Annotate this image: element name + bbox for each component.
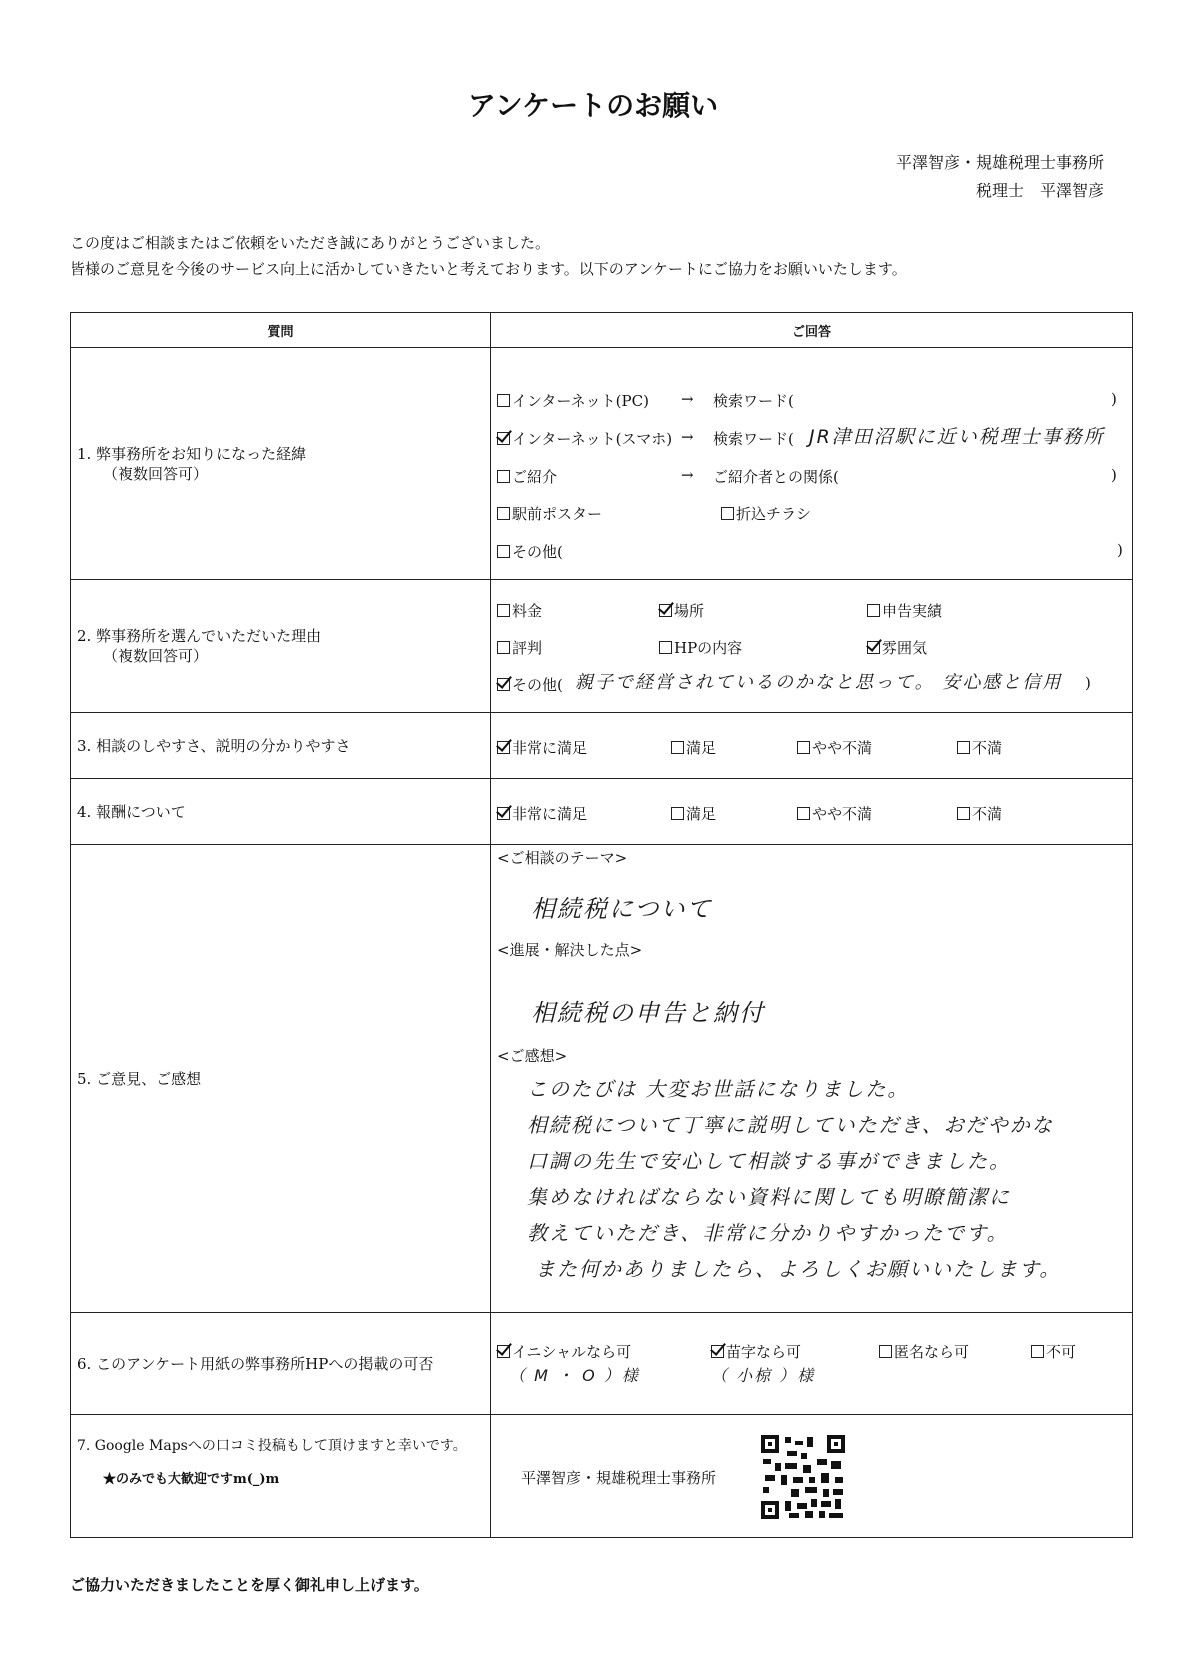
answer-3 [491,713,1133,779]
checkbox-checked-icon[interactable] [497,1345,510,1358]
option-dissatisfied[interactable]: 不満 [957,737,1002,758]
handwritten-theme: 相続税について [531,895,713,923]
checkbox-checked-icon[interactable] [711,1345,724,1358]
answer-4 [491,779,1133,845]
option-internet-smartphone[interactable]: インターネット(スマホ) [497,428,672,449]
checkbox-checked-icon[interactable] [497,678,510,691]
close-paren: ) [1111,390,1117,408]
answer-1 [491,348,1133,580]
checkbox-icon[interactable] [497,545,510,558]
question-2 [71,580,491,713]
checkbox-icon[interactable] [659,641,672,654]
intro-line-1: この度はご相談またはご依頼をいただき誠にありがとうございました。 [70,234,551,252]
checkbox-icon[interactable] [497,394,510,407]
option-initial-ok[interactable]: イニシャルなら可 [497,1341,631,1362]
option-record[interactable]: 申告実績 [867,600,942,621]
option-other[interactable]: その他( [497,541,563,562]
header-question: 質問 [71,313,491,348]
handwritten-other-reason: 親子で経営されているのかなと思って。 安心感と信用 [575,672,1063,693]
handwritten-impression-line: 教えていただき、非常に分かりやすかったです。 [527,1221,1009,1245]
close-paren: ) [1111,466,1117,484]
page-title: アンケートのお願い [467,89,719,122]
option-flyer[interactable]: 折込チラシ [721,503,811,524]
checkbox-icon[interactable] [1031,1345,1044,1358]
question-2-label: 2. 弊事務所を選んでいただいた理由 [77,627,322,645]
checkbox-icon[interactable] [497,470,510,483]
search-word-label-2: 検索ワード( [713,430,794,448]
initial-value: （ M ・ O ）様 [509,1366,640,1385]
question-1-label: 1. 弊事務所をお知りになった経緯 [77,444,307,463]
answer-6 [491,1313,1133,1415]
option-referral[interactable]: ご紹介 [497,466,557,487]
option-dissatisfied[interactable]: 不満 [957,803,1002,824]
handwritten-search-word: JR津田沼駅に近い税理士事務所 [809,426,1105,448]
question-1-sub: （複数回答可） [103,464,209,483]
close-paren: ) [1085,674,1091,692]
checkbox-icon[interactable] [879,1345,892,1358]
option-satisfied[interactable]: 満足 [671,737,716,758]
survey-table [70,312,1133,1538]
option-anonymous-ok[interactable]: 匿名なら可 [879,1341,969,1362]
option-atmosphere[interactable]: 雰囲気 [867,637,927,658]
office-name-2: 平澤智彦・規雄税理士事務所 [521,1469,717,1487]
question-1 [71,348,491,580]
option-satisfied[interactable]: 満足 [671,803,716,824]
handwritten-impression-line: 集めなければならない資料に関しても明瞭簡潔に [527,1185,1011,1209]
question-6: 6. このアンケート用紙の弊事務所HPへの掲載の可否 [71,1313,491,1415]
intro-line-2: 皆様のご意見を今後のサービス向上に活かしていきたいと考えております。以下のアンケートにご協力をお願いいたします。 [70,260,907,278]
question-7-label: 7. Google Mapsへの口コミ投稿もして頂けますと幸いです。 [77,1438,467,1454]
option-location[interactable]: 場所 [659,600,704,621]
checkbox-icon[interactable] [867,604,880,617]
checkbox-icon[interactable] [497,604,510,617]
question-5: 5. ご意見、ご感想 [71,845,491,1313]
question-2-sub: （複数回答可） [103,647,209,665]
option-station-poster[interactable]: 駅前ポスター [497,503,602,524]
option-reputation[interactable]: 評判 [497,637,542,658]
question-3: 3. 相談のしやすさ、説明の分かりやすさ [71,713,491,779]
checkbox-icon[interactable] [957,741,970,754]
option-hp-content[interactable]: HPの内容 [659,637,742,658]
option-very-satisfied[interactable]: 非常に満足 [497,737,587,758]
impression-label: <ご感想> [497,1047,568,1065]
option-very-satisfied[interactable]: 非常に満足 [497,803,587,824]
checkbox-checked-icon[interactable] [497,741,510,754]
header-answer: ご回答 [491,313,1133,348]
answer-7 [491,1415,1133,1538]
tax-accountant-name: 税理士 平澤智彦 [975,181,1104,200]
thanks-message: ご協力いただきましたことを厚く御礼申し上げます。 [70,1576,429,1594]
option-not-ok[interactable]: 不可 [1031,1341,1076,1362]
search-word-label: 検索ワード( [713,392,794,410]
close-paren: ) [1117,541,1123,559]
checkbox-icon[interactable] [497,507,510,520]
question-7 [71,1415,491,1538]
checkbox-checked-icon[interactable] [497,807,510,820]
option-other-2[interactable]: その他( [497,674,563,695]
handwritten-impression-line: このたびは 大変お世話になりました。 [527,1077,910,1101]
option-slightly-dissatisfied[interactable]: やや不満 [797,737,872,758]
theme-label: <ご相談のテーマ> [497,849,628,867]
progress-label: <進展・解決した点> [497,941,643,959]
checkbox-checked-icon[interactable] [659,604,672,617]
checkbox-icon[interactable] [957,807,970,820]
checkbox-icon[interactable] [797,807,810,820]
relation-label: ご紹介者との関係( [713,468,839,486]
office-name: 平澤智彦・規雄税理士事務所 [895,153,1104,172]
qr-code-icon[interactable] [761,1435,845,1519]
question-4: 4. 報酬について [71,779,491,845]
surname-value: （ 小椋 ）様 [711,1366,816,1385]
checkbox-icon[interactable] [721,507,734,520]
checkbox-icon[interactable] [797,741,810,754]
question-7-sub: ★のみでも大歓迎ですm(_)m [103,1472,280,1487]
handwritten-impression-line: 口調の先生で安心して相談する事ができました。 [527,1149,1011,1173]
option-internet-pc[interactable]: インターネット(PC) [497,390,649,411]
arrow: → [681,390,694,408]
arrow: → [681,428,694,446]
checkbox-icon[interactable] [671,741,684,754]
option-fee[interactable]: 料金 [497,600,542,621]
answer-2 [491,580,1133,713]
arrow: → [681,466,694,484]
handwritten-impression-line: また何かありましたら、よろしくお願いいたします。 [535,1257,1062,1281]
checkbox-icon[interactable] [671,807,684,820]
checkbox-checked-icon[interactable] [497,432,510,445]
answer-5 [491,845,1133,1313]
handwritten-progress: 相続税の申告と納付 [531,999,765,1027]
handwritten-impression-line: 相続税について丁寧に説明していただき、おだやかな [527,1113,1054,1137]
option-slightly-dissatisfied[interactable]: やや不満 [797,803,872,824]
option-surname-ok[interactable]: 苗字なら可 [711,1341,801,1362]
checkbox-icon[interactable] [497,641,510,654]
checkbox-checked-icon[interactable] [867,641,880,654]
